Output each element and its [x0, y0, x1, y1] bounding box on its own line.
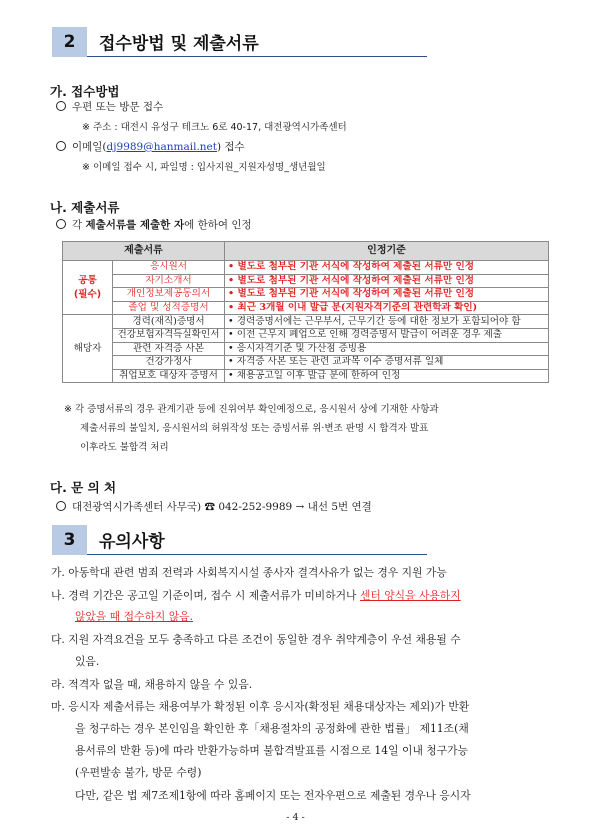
doc-criteria: • 경력증명서에는 근무부서, 근무기간 등에 대한 정보가 포함되어야 함 — [225, 315, 549, 329]
doc-name: 취업보호 대상자 증명서 — [113, 369, 225, 383]
section-title: 유의사항 — [87, 525, 427, 555]
doc-name: 건강가정사 — [113, 356, 225, 370]
note-line: (우편발송 불가, 방문 수령) — [75, 766, 202, 779]
documents-table — [62, 241, 549, 383]
section-2-header — [52, 27, 427, 57]
verification-note: 이후라도 불합격 처리 — [80, 442, 169, 453]
note-line: 마. 응시자 제출서류는 채용여부가 확정된 이후 응시자(확정된 채용대상자는 제외)가 반환 — [51, 700, 470, 713]
doc-criteria: • 이전 근무지 폐업으로 인해 경력증명서 발급이 어려운 경우 제출 — [225, 328, 549, 342]
note-line: 용서류의 반환 등)에 따라 반환가능하며 불합격발표를 시점으로 14일 이내 청구가능 — [75, 744, 469, 757]
doc-criteria: • 자격증 사본 또는 관련 교과목 이수 증명서류 일체 — [225, 356, 549, 370]
table-row — [63, 369, 549, 383]
heading-documents: 나. 제출서류 — [50, 200, 120, 215]
column-header: 인정기준 — [225, 242, 549, 261]
circle-bullet-icon — [56, 501, 66, 511]
note-line: 을 청구하는 경우 본인임을 확인한 후「채용절차의 공정화에 관한 법률」 제11조(채 — [75, 722, 469, 735]
heading-submission-method: 가. 접수방법 — [50, 84, 120, 99]
doc-name: 자기소개서 — [113, 274, 225, 288]
table-row — [63, 261, 549, 275]
table-row — [63, 328, 549, 342]
doc-criteria: • 최근 3개월 이내 발급 분(지원자격기준의 관련학과 확인) — [225, 301, 549, 315]
page-number: - 4 - — [286, 812, 305, 823]
doc-name: 졸업 및 성적증명서 — [113, 301, 225, 315]
circle-bullet-icon — [56, 219, 66, 229]
heading-contact: 다. 문 의 처 — [50, 480, 117, 495]
doc-name: 응시원서 — [113, 261, 225, 275]
section-number: 3 — [52, 525, 87, 555]
verification-note: ※ 각 증명서류의 경우 관계기관 등에 진위여부 확인예정으로, 응시원서 상에 기재한 사항과 — [64, 404, 439, 415]
table-row — [63, 342, 549, 356]
group-label-common: 공통 (필수) — [63, 261, 113, 315]
list-item: 우편 또는 방문 접수 — [56, 100, 163, 114]
doc-name: 관련 자격증 사본 — [113, 342, 225, 356]
note-line: 다. 지원 자격요건을 모두 충족하고 다른 조건이 동일한 경우 취약계층이 우선 채용될 수 — [51, 633, 461, 646]
table-row — [63, 315, 549, 329]
verification-note: 제출서류의 불일치, 응시원서의 허위작성 또는 증빙서류 위·변조 판명 시 합격자 발표 — [80, 423, 429, 434]
note-line: 가. 아동학대 관련 범죄 전력과 사회복지시설 종사자 결격사유가 없는 경우 지원 가능 — [51, 566, 447, 579]
doc-name: 건강보험자격득실확인서 — [113, 328, 225, 342]
doc-criteria: • 응시자격기준 및 가산점 증빙용 — [225, 342, 549, 356]
table-header-row — [63, 242, 549, 261]
doc-criteria: • 별도로 첨부된 기관 서식에 작성하여 제출된 서류만 인정 — [225, 274, 549, 288]
doc-name: 경력(재직)증명서 — [113, 315, 225, 329]
table-row — [63, 301, 549, 315]
highlight-text: 센터 양식을 사용하지 — [359, 589, 461, 602]
section-3-header — [52, 525, 427, 555]
email-note: ※ 이메일 접수 시, 파일명 : 입사지원_지원자성명_생년월일 — [82, 162, 326, 173]
note-line: 나. 경력 기간은 공고일 기준이며, 접수 시 제출서류가 미비하거나 센터 양식을 사용하지 — [51, 589, 461, 602]
column-header: 제출서류 — [63, 242, 225, 261]
doc-criteria: • 별도로 첨부된 기관 서식에 작성하여 제출된 서류만 인정 — [225, 288, 549, 302]
doc-name: 개인정보제공동의서 — [113, 288, 225, 302]
group-label-optional: 해당자 — [63, 315, 113, 383]
note-line: 다만, 같은 법 제7조제1항에 따라 홈페이지 또는 전자우편으로 제출된 경우나 응시자 — [75, 789, 471, 802]
documents-intro: 각 제출서류를 제출한 자에 한하여 인정 — [56, 218, 252, 232]
email-link[interactable]: dj9989@hanmail.net — [106, 141, 217, 153]
table-row — [63, 274, 549, 288]
doc-criteria: • 채용공고일 이후 발급 분에 한하여 인정 — [225, 369, 549, 383]
highlight-text: 않았을 때 접수하지 않음. — [75, 610, 194, 623]
contact-line: 대전광역시가족센터 사무국) ☎ 042-252-9989 → 내선 5번 연결 — [56, 500, 372, 514]
section-title: 접수방법 및 제출서류 — [87, 27, 427, 57]
table-row — [63, 288, 549, 302]
doc-criteria: • 별도로 첨부된 기관 서식에 작성하여 제출된 서류만 인정 — [225, 261, 549, 275]
list-item: 이메일(dj9989@hanmail.net) 접수 — [56, 140, 245, 154]
note-line: 있음. — [75, 655, 100, 668]
table-row — [63, 356, 549, 370]
circle-bullet-icon — [56, 141, 66, 151]
circle-bullet-icon — [56, 101, 66, 111]
address-note: ※ 주소 : 대전시 유성구 테크노 6로 40-17, 대전광역시가족센터 — [82, 122, 347, 133]
note-line: 라. 적격자 없을 때, 채용하지 않을 수 있음. — [51, 678, 253, 691]
section-number: 2 — [52, 27, 87, 57]
